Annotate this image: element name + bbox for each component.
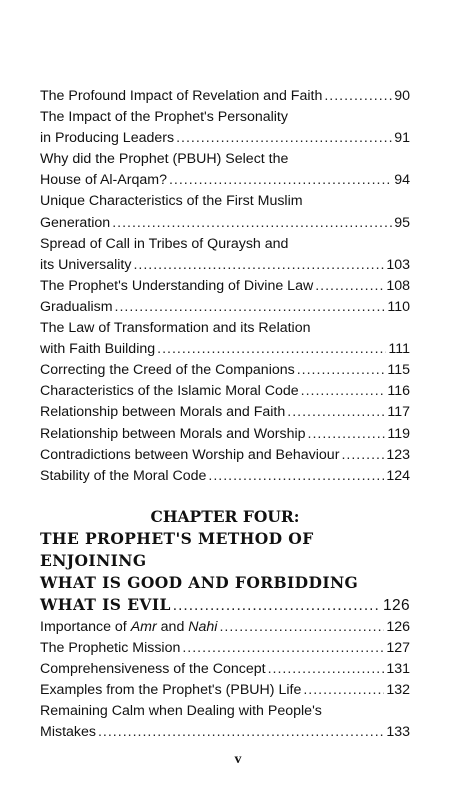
entry-text: Generation (40, 214, 111, 231)
dot-leader (115, 297, 386, 318)
entry-text: Characteristics of the Islamic Moral Code (40, 383, 299, 400)
dot-leader (287, 402, 385, 423)
page-number: 126 (382, 596, 410, 614)
entry-text: House of Al-Arqam? (40, 172, 167, 189)
toc-entry (40, 191, 410, 233)
page-number: 123 (386, 446, 410, 463)
entry-text: Mistakes (40, 724, 96, 741)
dot-leader (133, 255, 384, 276)
entry-text: Gradualism (40, 298, 113, 315)
toc-page (40, 86, 410, 743)
entry-text: Relationship between Morals and Worship (40, 425, 306, 442)
entry-text: The Prophet's Understanding of Divine Law (40, 277, 314, 294)
page-number: 117 (387, 404, 410, 421)
toc-entry (40, 297, 410, 318)
chapter-line: WHAT IS GOOD AND FORBIDDING (40, 572, 359, 592)
chapter-heading (40, 506, 410, 617)
chapter-line: THE PROPHET'S METHOD OF ENJOINING (40, 528, 314, 570)
dot-leader (303, 680, 384, 701)
entry-text: Spread of Call in Tribes of Quraysh and (40, 235, 289, 252)
toc-entry (40, 149, 410, 191)
dot-leader (297, 360, 386, 381)
chapter-title: CHAPTER FOUR: (150, 506, 300, 526)
entry-text: The Law of Transformation and its Relation (40, 320, 311, 337)
dot-leader (157, 339, 386, 360)
page-number: 94 (394, 172, 410, 189)
page-number: 131 (386, 660, 410, 677)
dot-leader (341, 445, 384, 466)
toc-list (40, 86, 410, 487)
dot-leader (324, 86, 392, 107)
page-number: 132 (386, 682, 410, 699)
chapter-line: WHAT IS EVIL (40, 594, 171, 614)
toc-entry (40, 402, 410, 423)
dot-leader (169, 170, 392, 191)
chapter-last-line (40, 594, 410, 617)
dot-leader (176, 128, 392, 149)
entry-text: Why did the Prophet (PBUH) Select the (40, 151, 289, 168)
toc-entry (40, 466, 410, 487)
toc-entry (40, 86, 410, 107)
dot-leader (173, 595, 381, 617)
dot-leader (112, 213, 392, 234)
toc-entry (40, 318, 410, 360)
entry-text: Stability of the Moral Code (40, 467, 207, 484)
page-number: 115 (387, 362, 410, 379)
toc-entry (40, 234, 410, 276)
page-number: 133 (386, 724, 410, 741)
entry-text: Unique Characteristics of the First Muslim (40, 193, 303, 210)
entry-text: The Impact of the Prophet's Personality (40, 109, 288, 126)
entry-text: Examples from the Prophet's (PBUH) Life (40, 682, 302, 699)
entry-text: with Faith Building (40, 341, 156, 358)
page-number: 124 (386, 467, 410, 484)
toc-entry (40, 107, 410, 149)
dot-leader (98, 722, 384, 743)
entry-text: Importance of Amr and Nahi (40, 618, 218, 635)
toc-entry (40, 701, 410, 743)
dot-leader (308, 424, 386, 445)
toc-entry (40, 424, 410, 445)
entry-text: The Profound Impact of Revelation and Faith (40, 88, 323, 104)
page-folio: v (234, 752, 242, 767)
page-number: 116 (387, 383, 410, 400)
toc-entry (40, 360, 410, 381)
page-number: 119 (387, 425, 410, 442)
dot-leader (208, 466, 384, 487)
dot-leader (315, 276, 384, 297)
page-number: 110 (387, 298, 410, 315)
entry-text: in Producing Leaders (40, 130, 175, 147)
page-number: 108 (386, 277, 410, 294)
toc-entry (40, 638, 410, 659)
toc-entry (40, 680, 410, 701)
page-number: 111 (388, 341, 410, 358)
entry-text: Correcting the Creed of the Companions (40, 362, 295, 379)
dot-leader (219, 617, 384, 638)
toc-entry (40, 381, 410, 402)
entry-text: Contradictions between Worship and Behaviour (40, 446, 340, 463)
entry-text: Remaining Calm when Dealing with People's (40, 703, 322, 720)
toc-entry (40, 445, 410, 466)
toc-entry (40, 617, 410, 638)
entry-text: Relationship between Morals and Faith (40, 404, 286, 421)
page-number: 95 (394, 214, 410, 231)
page-number: 90 (394, 88, 410, 104)
page-number: 126 (386, 618, 410, 635)
toc-list (40, 617, 410, 744)
entry-italic: Amr (130, 618, 157, 635)
entry-text: its Universality (40, 256, 132, 273)
dot-leader (182, 638, 384, 659)
page-number: 91 (394, 130, 410, 147)
entry-italic: Nahi (188, 618, 218, 635)
dot-leader (301, 381, 386, 402)
entry-text: The Prophetic Mission (40, 639, 181, 656)
page-number: 127 (386, 639, 410, 656)
page-number: 103 (386, 256, 410, 273)
dot-leader (268, 659, 385, 680)
toc-entry (40, 659, 410, 680)
entry-text: Comprehensiveness of the Concept (40, 660, 266, 677)
toc-entry (40, 276, 410, 297)
